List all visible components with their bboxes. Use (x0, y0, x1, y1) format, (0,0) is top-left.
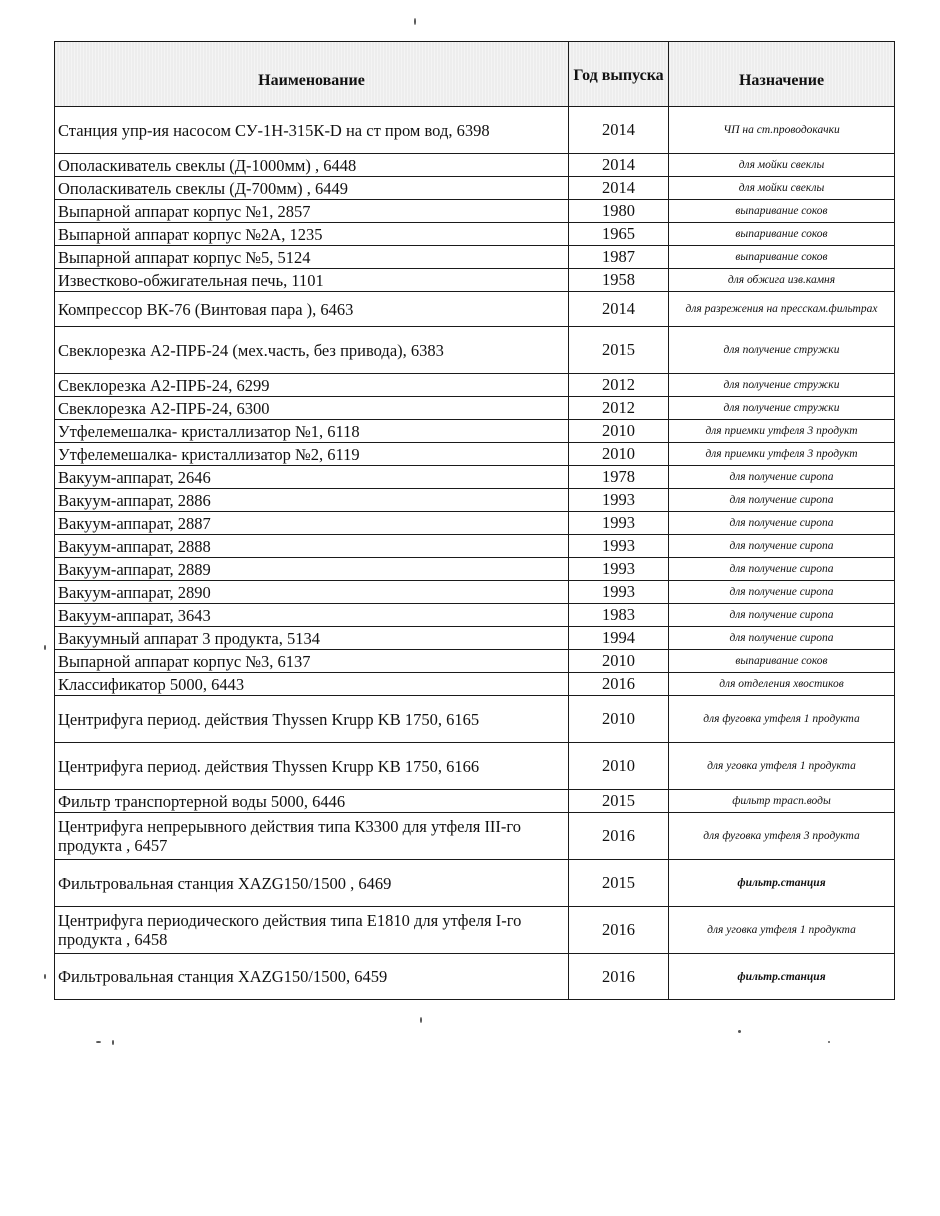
table-row (55, 813, 895, 860)
row-purpose: фильтр.станция (669, 860, 895, 907)
table-row (55, 107, 895, 154)
row-name: Вакуум-аппарат, 2890 (55, 581, 569, 604)
header-name: Наименование (55, 42, 569, 107)
table-row (55, 200, 895, 223)
scan-speck (112, 1040, 114, 1045)
row-purpose: выпаривание соков (669, 246, 895, 269)
row-year: 1993 (569, 535, 669, 558)
header-year: Год выпуска (569, 42, 669, 107)
table-row (55, 696, 895, 743)
row-name: Свеклорезка А2-ПРБ-24 (мех.часть, без привода), 6383 (55, 327, 569, 374)
row-purpose: для уговка утфеля 1 продукта (669, 907, 895, 954)
row-name: Вакуум-аппарат, 2886 (55, 489, 569, 512)
row-year: 2010 (569, 650, 669, 673)
table-row (55, 489, 895, 512)
row-year: 1978 (569, 466, 669, 489)
table-row (55, 154, 895, 177)
row-name: Компрессор ВК-76 (Винтовая пара ), 6463 (55, 292, 569, 327)
row-name: Выпарной аппарат корпус №5, 5124 (55, 246, 569, 269)
row-year: 1983 (569, 604, 669, 627)
table-row (55, 535, 895, 558)
row-year: 2016 (569, 907, 669, 954)
table-row (55, 246, 895, 269)
table-row (55, 327, 895, 374)
table-row (55, 790, 895, 813)
row-purpose: для фуговка утфеля 1 продукта (669, 696, 895, 743)
row-purpose: выпаривание соков (669, 200, 895, 223)
row-purpose: для получение сиропа (669, 535, 895, 558)
row-name: Фильтровальная станция XAZG150/1500, 6459 (55, 954, 569, 1000)
row-name: Ополаскиватель свеклы (Д-1000мм) , 6448 (55, 154, 569, 177)
row-year: 2015 (569, 790, 669, 813)
row-name: Классификатор 5000, 6443 (55, 673, 569, 696)
row-purpose: фильтр.станция (669, 954, 895, 1000)
row-purpose: для получение стружки (669, 374, 895, 397)
row-year: 1993 (569, 581, 669, 604)
row-name: Выпарной аппарат корпус №3, 6137 (55, 650, 569, 673)
row-name: Вакуум-аппарат, 3643 (55, 604, 569, 627)
table-row (55, 650, 895, 673)
row-year: 2016 (569, 954, 669, 1000)
row-name: Центрифуга периодического действия типа Е1810 для утфеля I-го продукта , 6458 (55, 907, 569, 954)
row-name: Фильтр транспортерной воды 5000, 6446 (55, 790, 569, 813)
row-purpose: для получение сиропа (669, 512, 895, 535)
row-purpose: фильтр трасп.воды (669, 790, 895, 813)
row-year: 1993 (569, 558, 669, 581)
row-name: Вакуум-аппарат, 2889 (55, 558, 569, 581)
row-name: Вакуум-аппарат, 2888 (55, 535, 569, 558)
row-name: Свеклорезка А2-ПРБ-24, 6299 (55, 374, 569, 397)
table-row (55, 177, 895, 200)
row-name: Центрифуга период. действия Thyssen Krupp KB 1750, 6165 (55, 696, 569, 743)
equipment-table (54, 41, 895, 1000)
table-row (55, 269, 895, 292)
row-purpose: выпаривание соков (669, 650, 895, 673)
row-year: 2014 (569, 177, 669, 200)
table-row (55, 512, 895, 535)
row-year: 1994 (569, 627, 669, 650)
row-purpose: для разрежения на пресскам.фильтрах (669, 292, 895, 327)
row-purpose: для приемки утфеля 3 продукт (669, 443, 895, 466)
row-purpose: для отделения хвостиков (669, 673, 895, 696)
row-year: 2016 (569, 673, 669, 696)
scan-speck (414, 18, 416, 25)
row-year: 2015 (569, 860, 669, 907)
row-year: 1993 (569, 489, 669, 512)
header-purpose: Назначение (669, 42, 895, 107)
row-purpose: для получение сиропа (669, 581, 895, 604)
table-row (55, 558, 895, 581)
table-row (55, 443, 895, 466)
row-purpose: для получение стружки (669, 397, 895, 420)
row-year: 1993 (569, 512, 669, 535)
table-row (55, 223, 895, 246)
row-year: 1958 (569, 269, 669, 292)
row-purpose: для приемки утфеля 3 продукт (669, 420, 895, 443)
row-purpose: для получение стружки (669, 327, 895, 374)
scan-speck (828, 1041, 830, 1043)
row-year: 2012 (569, 374, 669, 397)
row-year: 1987 (569, 246, 669, 269)
table-row (55, 292, 895, 327)
row-name: Свеклорезка А2-ПРБ-24, 6300 (55, 397, 569, 420)
row-purpose: для мойки свеклы (669, 177, 895, 200)
row-purpose: выпаривание соков (669, 223, 895, 246)
row-name: Центрифуга непрерывного действия типа К3300 для утфеля III-го продукта , 6457 (55, 813, 569, 860)
row-purpose: для обжига изв.камня (669, 269, 895, 292)
table-row (55, 466, 895, 489)
row-purpose: ЧП на ст.проводокачки (669, 107, 895, 154)
table-row (55, 743, 895, 790)
scan-speck (738, 1030, 741, 1033)
row-name: Выпарной аппарат корпус №1, 2857 (55, 200, 569, 223)
row-name: Ополаскиватель свеклы (Д-700мм) , 6449 (55, 177, 569, 200)
table-row (55, 954, 895, 1000)
scan-speck (44, 974, 46, 979)
row-purpose: для уговка утфеля 1 продукта (669, 743, 895, 790)
row-name: Вакуум-аппарат, 2646 (55, 466, 569, 489)
row-year: 2010 (569, 420, 669, 443)
row-name: Выпарной аппарат корпус №2А, 1235 (55, 223, 569, 246)
row-name: Известково-обжигательная печь, 1101 (55, 269, 569, 292)
scan-speck (420, 1017, 422, 1023)
row-name: Центрифуга период. действия Thyssen Krupp KB 1750, 6166 (55, 743, 569, 790)
row-year: 1965 (569, 223, 669, 246)
scan-speck (96, 1041, 101, 1043)
row-name: Утфелемешалка- кристаллизатор №2, 6119 (55, 443, 569, 466)
table-row (55, 374, 895, 397)
row-year: 2010 (569, 443, 669, 466)
table-row (55, 673, 895, 696)
row-year: 2012 (569, 397, 669, 420)
row-name: Станция упр-ия насосом СУ-1Н-315К-D на ст пром вод, 6398 (55, 107, 569, 154)
row-purpose: для фуговка утфеля 3 продукта (669, 813, 895, 860)
row-purpose: для получение сиропа (669, 558, 895, 581)
row-year: 2014 (569, 154, 669, 177)
row-name: Утфелемешалка- кристаллизатор №1, 6118 (55, 420, 569, 443)
row-name: Фильтровальная станция XAZG150/1500 , 6469 (55, 860, 569, 907)
row-name: Вакуумный аппарат 3 продукта, 5134 (55, 627, 569, 650)
row-year: 2015 (569, 327, 669, 374)
row-year: 2010 (569, 743, 669, 790)
table-row (55, 860, 895, 907)
scan-speck (44, 645, 46, 650)
row-purpose: для получение сиропа (669, 489, 895, 512)
row-year: 2014 (569, 292, 669, 327)
row-year: 1980 (569, 200, 669, 223)
table-row (55, 604, 895, 627)
table-row (55, 420, 895, 443)
table-row (55, 581, 895, 604)
header-row (55, 42, 895, 107)
row-purpose: для получение сиропа (669, 627, 895, 650)
table-row (55, 907, 895, 954)
row-purpose: для получение сиропа (669, 466, 895, 489)
row-year: 2014 (569, 107, 669, 154)
row-year: 2010 (569, 696, 669, 743)
table-row (55, 397, 895, 420)
row-year: 2016 (569, 813, 669, 860)
row-purpose: для мойки свеклы (669, 154, 895, 177)
row-name: Вакуум-аппарат, 2887 (55, 512, 569, 535)
table-row (55, 627, 895, 650)
row-purpose: для получение сиропа (669, 604, 895, 627)
